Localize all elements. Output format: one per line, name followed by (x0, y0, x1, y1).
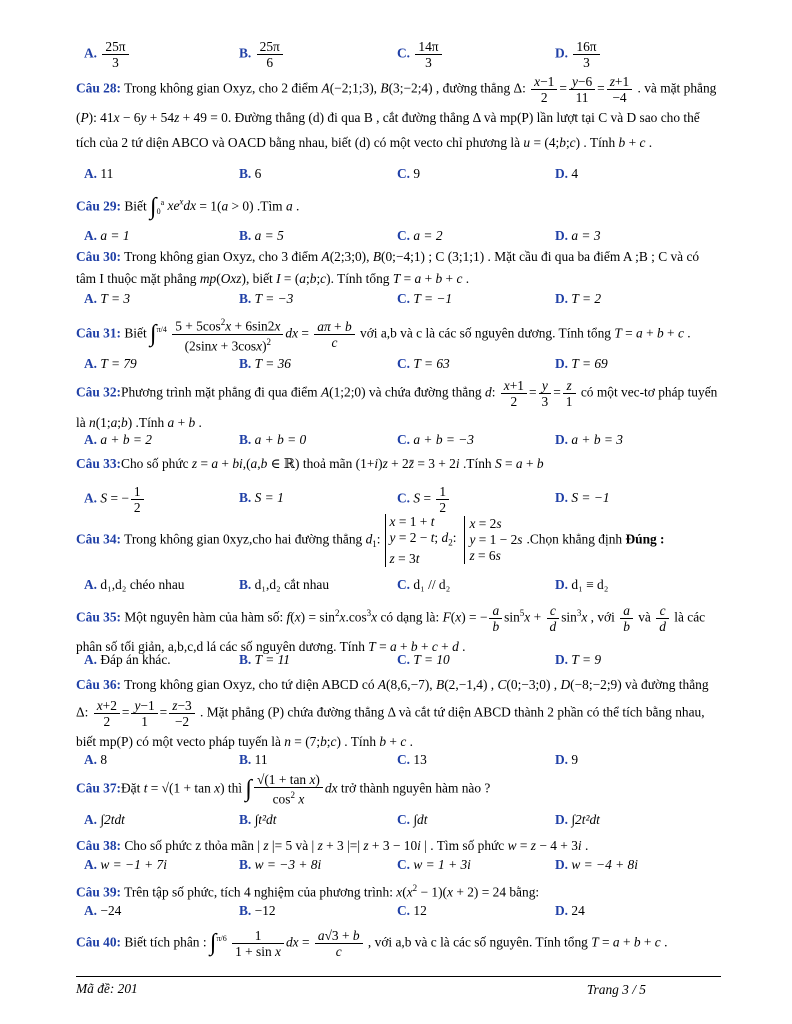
q38-option-b: B. w = −3 + 8i (239, 857, 322, 872)
q39-options (84, 903, 724, 923)
q34-option-a: A. d₁,d₂ chéo nhau (84, 577, 185, 592)
q36-option-d: D. 9 (555, 752, 579, 767)
q37-options (84, 812, 724, 832)
q33-option-a: A. S = − $\frac{1}{2}$ (84, 484, 146, 515)
q34-option-c: C. d₁ // d₂ (397, 577, 451, 592)
q34-options (84, 577, 724, 597)
q31-option-b: B. T = 36 (239, 356, 291, 371)
q27-option-d: D. $\frac{16\pi}{3}$ (555, 39, 602, 70)
q32-option-c: C. a + b = −3 (397, 432, 474, 447)
q31-options (84, 356, 724, 376)
question-40: Câu 40: Biết tích phân : ∫$^{\pi/6}$ $\frac{1}{\text{1 + sin x}}$ dx = $\frac{a√3 + b}{c}$ , với a,b và c là các số nguyên. Tính tổng T = a + b + c . (76, 927, 668, 959)
q32-option-d: D. a + b = 3 (555, 432, 623, 447)
question-28: Câu 28: Trong không gian Oxyz, cho 2 điểm A(−2;1;3), B(3;−2;4) , đường thẳng Δ: $\frac{x-1}{2}$ = $\frac{y-6}{11}$ = $\frac{z+1}{-4}$ . và mặt phẳng (P): 41x − 6y + 54z + 49 = 0. Đường thẳng (d) đi qua B , cắt đường thẳng Δ và mp(P) lần lượt tại C và D sao cho thể tích của 2 tứ diện ABCO và OACD bằng nhau, biết (d) có một vecto chỉ phương là u = (4;b;c) . Tính b + c . (76, 74, 717, 150)
q34-option-d: D. d₁ ≡ d₂ (555, 577, 609, 592)
q28-option-b: B. 6 (239, 166, 262, 181)
q31-option-c: C. T = 63 (397, 356, 450, 371)
q37-option-c: C. ∫dt (397, 812, 428, 827)
q30-option-a: A. T = 3 (84, 291, 131, 306)
q29-option-d: D. a = 3 (555, 228, 601, 243)
q32-option-a: A. a + b = 2 (84, 432, 152, 447)
q27-options (84, 33, 724, 70)
q29-options (84, 228, 724, 248)
q39-option-c: C. 12 (397, 903, 427, 918)
q28-option-a: A. 11 (84, 166, 114, 181)
question-36: Câu 36: Trong không gian Oxyz, cho tứ diện ABCD có A(8,6,−7), B(2,−1,4) , C(0;−3;0) , D(−8;−2;9) và đường thẳng Δ: $\frac{x+2}{2}$ = $\frac{y-1}{1}$ = $\frac{z-3}{-2}$ . Mặt phẳng (P) chứa đường thẳng Δ và cắt tứ diện ABCD thành 2 phần có thể tích bằng nhau, biết mp(P) có một vecto pháp tuyến là n = (7;b;c) . Tính b + c . (76, 677, 709, 749)
q29-option-c: C. a = 2 (397, 228, 443, 243)
q35-option-b: B. T = 11 (239, 652, 290, 667)
q31-option-a: A. T = 79 (84, 356, 137, 371)
q36-options (84, 752, 724, 772)
page-footer (76, 976, 721, 997)
q35-option-d: D. T = 9 (555, 652, 602, 667)
q33-option-c: C. S = $\frac{1}{2}$ (397, 484, 451, 515)
q29-option-b: B. a = 5 (239, 228, 284, 243)
question-31: Câu 31: Biết ∫$^{\pi/4}$ $\frac{5 + 5\cos^2x + 6\sin 2x}{(2\sin x + 3\cos x)^2}$ dx = $\frac{a\pi + b}{c}$ với a,b và c là các số nguyên dương. Tính tổng T = a + b + c . (76, 317, 691, 354)
page-number: Trang 3 / 5 (586, 982, 646, 997)
question-37: Câu 37:Đặt t = √(1 + tan x) thì ∫ $\frac{\text{√(1 + tan x)}}{\cos^2 x}$ dx trở thành nguyên hàm nào ? (76, 772, 491, 807)
q28-option-d: D. 4 (555, 166, 579, 181)
q35-option-c: C. T = 10 (397, 652, 450, 667)
q30-option-d: D. T = 2 (555, 291, 602, 306)
q33-option-d: D. S = −1 (555, 490, 610, 505)
question-34: Câu 34: Trong không gian 0xyz,cho hai đường thẳng $d_1:x = 1 + t$ y = 2 − t; $d_2$: z = 3tx = 2s y = 1 − 2s z = 6s.Chọn khẳng định Đúng : (76, 514, 665, 566)
q28-option-c: C. 9 (397, 166, 421, 181)
q30-option-b: B. T = −3 (239, 291, 294, 306)
q36-option-c: C. 13 (397, 752, 427, 767)
q27-option-c: C. $\frac{14\pi}{3}$ (397, 39, 444, 70)
q39-option-b: B. −12 (239, 903, 276, 918)
q34-option-b: B. d₁,d₂ cắt nhau (239, 577, 330, 592)
question-30: Câu 30: Trong không gian Oxyz, cho 3 điểm A(2;3;0), B(0;−4;1) ; C (3;1;1) . Mặt cầu đi qua ba điểm A ;B ; C và có tâm I thuộc mặt phẳng mp(Oxz), biết I = (a;b;c). Tính tổng T = a + b + c . (76, 249, 700, 286)
q32-option-b: B. a + b = 0 (239, 432, 307, 447)
q38-option-a: A. w = −1 + 7i (84, 857, 167, 872)
q28-options (84, 166, 724, 186)
question-38: Câu 38: Cho số phức z thỏa mãn | z |= 5 và | z + 3 |=| z + 3 − 10i | . Tìm số phức w = z − 4 + 3i . (76, 838, 589, 853)
q36-option-a: A. 8 (84, 752, 108, 767)
question-39: Câu 39: Trên tập số phức, tích 4 nghiệm của phương trình: $x(x^2 - 1)(x + 2) = 24$ bằng: (76, 883, 540, 900)
q36-option-b: B. 11 (239, 752, 268, 767)
question-29: Câu 29: Biết $\int_0^a$ $xe^xdx = 1(a > 0)$ .Tìm a . (76, 194, 300, 221)
q27-option-a: A. $\frac{25\pi}{3}$ (84, 39, 131, 70)
q37-option-a: A. ∫2tdt (84, 812, 125, 827)
exam-code: Mã đề: 201 (76, 981, 138, 996)
q33-option-b: B. S = 1 (239, 490, 284, 505)
q27-option-b: B. $\frac{25\pi}{6}$ (239, 39, 285, 70)
q35-option-a: A. Đáp án khác. (84, 652, 171, 667)
q31-option-d: D. T = 69 (555, 356, 608, 371)
q39-option-d: D. 24 (555, 903, 585, 918)
question-32: Câu 32:Phương trình mặt phẳng đi qua điểm A(1;2;0) và chứa đường thẳng d: $\frac{x+1}{2}$ = $\frac{y}{3}$ = $\frac{z}{1}$ có một vec-tơ pháp tuyến là n(1;a;b) .Tính a + b . (76, 378, 718, 430)
q32-options (84, 432, 724, 452)
q38-options (84, 857, 724, 877)
question-35: Câu 35: Một nguyên hàm của hàm số: $f(x) = \sin^2x.\cos^3x$ có dạng là: F(x) = − $\frac{a}{b}$ $\sin^5x$ + $\frac{c}{d}$ $\sin^3x$ , với $\frac{a}{b}$ và $\frac{c}{d}$ là các phân số tối giản, a,b,c,d lá các số nguyên dương. Tính T = a + b + c + d . (76, 602, 706, 654)
q30-options (84, 291, 724, 311)
q33-options (84, 478, 724, 515)
q37-option-b: B. ∫t²dt (239, 812, 277, 827)
q29-option-a: A. a = 1 (84, 228, 130, 243)
q35-options (84, 652, 724, 672)
question-33: Câu 33:Cho số phức z = a + bi,(a,b ∈ ℝ) thoả mãn (1+i)z + 2z̄ = 3 + 2i .Tính S = a + b (76, 456, 544, 471)
q37-option-d: D. ∫2t²dt (555, 812, 600, 827)
q39-option-a: A. −24 (84, 903, 122, 918)
q38-option-c: C. w = 1 + 3i (397, 857, 471, 872)
q30-option-c: C. T = −1 (397, 291, 453, 306)
q38-option-d: D. w = −4 + 8i (555, 857, 638, 872)
